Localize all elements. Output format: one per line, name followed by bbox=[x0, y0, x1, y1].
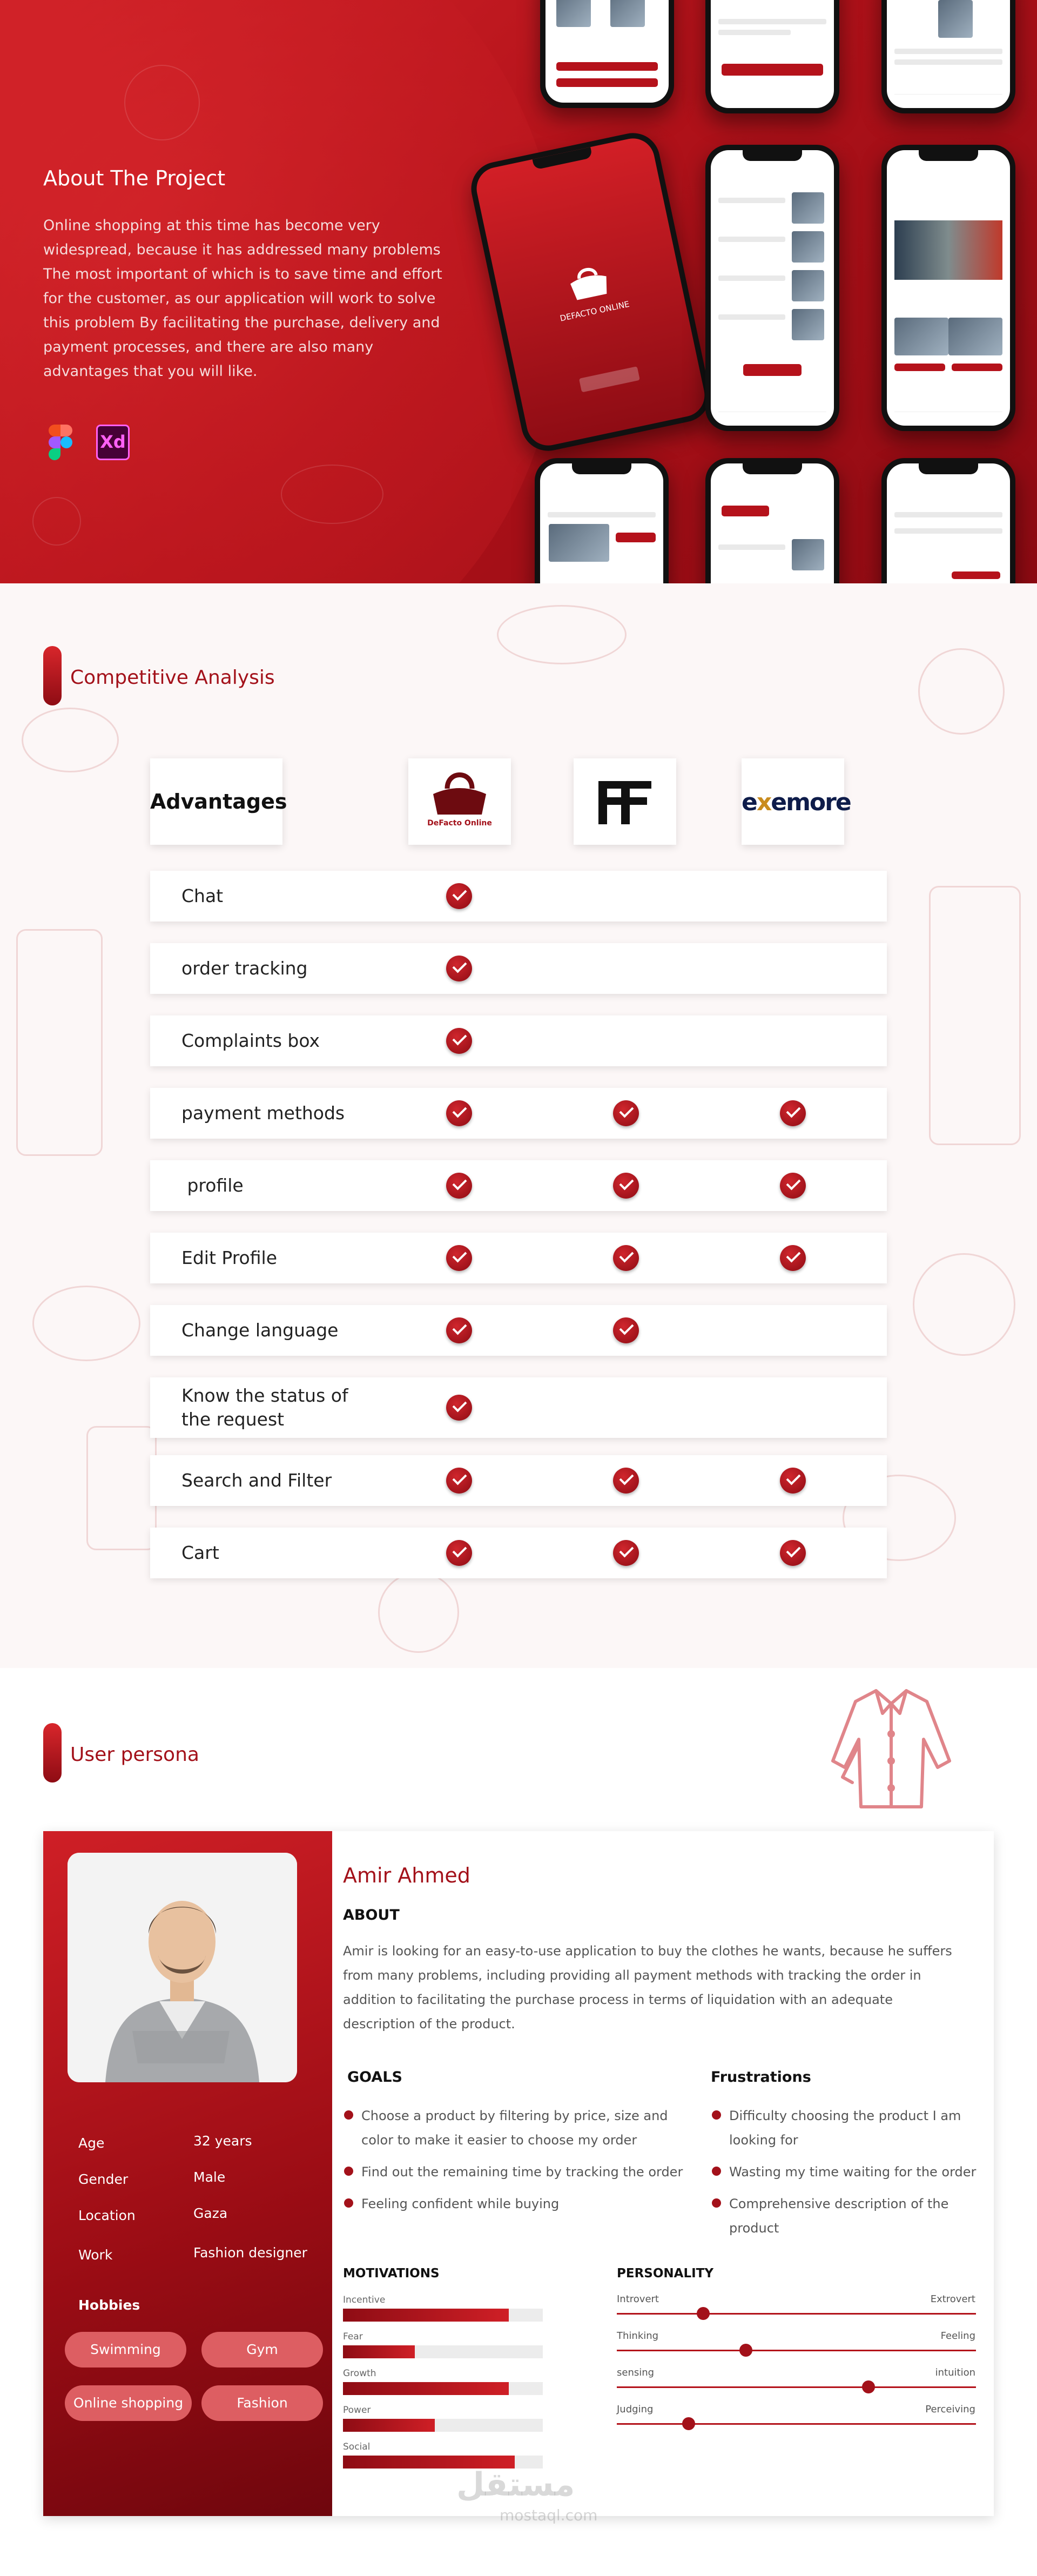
check-icon bbox=[780, 1173, 806, 1199]
phone-mockup bbox=[705, 458, 839, 583]
check-icon bbox=[446, 1540, 472, 1566]
defacto-logo-icon bbox=[430, 768, 489, 818]
check-icon bbox=[446, 1468, 472, 1494]
feature-label: Know the status of the request bbox=[181, 1385, 348, 1430]
personality-left-label: Thinking bbox=[617, 2330, 659, 2342]
check-icon bbox=[446, 1028, 472, 1054]
motivation-bar-fill bbox=[343, 2345, 415, 2358]
motivation-bar bbox=[343, 2345, 543, 2358]
frustration-item: Comprehensive description of the product bbox=[711, 2192, 981, 2241]
personality-right-label: intuition bbox=[935, 2367, 975, 2378]
feature-label: Edit Profile bbox=[181, 1247, 278, 1268]
frustration-item: Wasting my time waiting for the order bbox=[711, 2160, 981, 2184]
hero-doodle bbox=[32, 497, 81, 546]
hobby-pill: Swimming bbox=[65, 2332, 186, 2368]
motivation-label: Fear bbox=[343, 2331, 363, 2342]
motivation-bar-fill bbox=[343, 2309, 509, 2322]
info-value: Fashion designer bbox=[193, 2245, 307, 2261]
hero-doodle bbox=[281, 465, 383, 524]
watermark-latin: mostaql.com bbox=[500, 2506, 598, 2524]
feature-label: Chat bbox=[181, 885, 224, 906]
feature-label: order tracking bbox=[181, 958, 308, 979]
check-icon bbox=[613, 1245, 639, 1271]
goals-list bbox=[343, 2104, 689, 2224]
check-icon bbox=[613, 1317, 639, 1343]
phone-mockup bbox=[881, 145, 1015, 431]
defacto-name: DeFacto Online bbox=[427, 819, 492, 828]
frustrations-heading: Frustrations bbox=[711, 2069, 811, 2086]
goal-item: Find out the remaining time by tracking the order bbox=[343, 2160, 689, 2184]
competitor-defacto-logo bbox=[408, 758, 511, 845]
watermark-arabic: مستقل bbox=[456, 2466, 575, 2504]
feature-label: Cart bbox=[181, 1542, 219, 1563]
check-icon bbox=[446, 883, 472, 909]
check-icon bbox=[780, 1100, 806, 1126]
persona-sidebar bbox=[43, 1831, 332, 2516]
hobby-pill: Gym bbox=[201, 2332, 323, 2368]
motivation-label: Power bbox=[343, 2405, 371, 2416]
phone-mockup bbox=[705, 145, 839, 431]
check-icon bbox=[780, 1245, 806, 1271]
table-row bbox=[150, 871, 887, 922]
hero-section bbox=[0, 0, 1037, 583]
check-icon bbox=[446, 1245, 472, 1271]
table-row bbox=[150, 943, 887, 994]
hobby-pill: Online shopping bbox=[65, 2385, 192, 2421]
feature-label: payment methods bbox=[181, 1102, 345, 1124]
motivations-heading: MOTIVATIONS bbox=[343, 2266, 440, 2281]
personality-left-label: sensing bbox=[617, 2367, 655, 2378]
info-label: Work bbox=[78, 2247, 113, 2263]
competitor-exemore-logo bbox=[742, 758, 851, 845]
phone-screen bbox=[887, 150, 1010, 426]
check-icon bbox=[446, 1395, 472, 1421]
splash-app-name: DEFACTO ONLINE bbox=[559, 299, 631, 324]
advantages-header: Advantages bbox=[150, 758, 282, 845]
motivation-bar-fill bbox=[343, 2419, 435, 2432]
table-row bbox=[150, 1088, 887, 1139]
motivation-label: Growth bbox=[343, 2368, 376, 2379]
table-row bbox=[150, 1377, 887, 1438]
hero-title: About The Project bbox=[43, 166, 226, 190]
persona-card bbox=[43, 1831, 994, 2516]
phone-screen bbox=[711, 150, 834, 426]
hobbies-heading: Hobbies bbox=[78, 2297, 140, 2313]
check-icon bbox=[613, 1173, 639, 1199]
heading-accent-bar bbox=[43, 646, 62, 705]
check-icon bbox=[446, 1173, 472, 1199]
check-icon bbox=[780, 1540, 806, 1566]
personality-right-label: Feeling bbox=[940, 2330, 975, 2342]
goals-heading: GOALS bbox=[347, 2069, 402, 2086]
splash-button bbox=[578, 366, 639, 392]
hero-doodle bbox=[124, 65, 200, 140]
persona-title: User persona bbox=[70, 1744, 199, 1766]
frustration-item: Difficulty choosing the product I am looking for bbox=[711, 2104, 981, 2153]
shirt-icon bbox=[826, 1680, 956, 1815]
about-text: Amir is looking for an easy-to-use application to buy the clothes he wants, because he suffers from many problems, including providing all payment methods with tracking the order in addition to facilitating the purchase process in terms of liquidation with an adequate description of the product. bbox=[343, 1943, 952, 2032]
competitive-title: Competitive Analysis bbox=[70, 667, 275, 689]
check-icon bbox=[613, 1468, 639, 1494]
info-label: Location bbox=[78, 2208, 136, 2223]
heading-accent-bar bbox=[43, 1723, 62, 1783]
info-value: Male bbox=[193, 2169, 226, 2185]
check-icon bbox=[446, 1317, 472, 1343]
motivation-bar-fill bbox=[343, 2382, 509, 2395]
personality-slider bbox=[617, 2386, 976, 2388]
figma-icon bbox=[44, 425, 78, 460]
check-icon bbox=[613, 1100, 639, 1126]
feature-label: Search and Filter bbox=[181, 1470, 332, 1491]
check-icon bbox=[613, 1540, 639, 1566]
xd-icon: Xd bbox=[96, 425, 130, 460]
motivation-label: Social bbox=[343, 2442, 371, 2452]
feature-label: profile bbox=[181, 1175, 244, 1196]
ff-logo-icon bbox=[595, 778, 655, 826]
table-row bbox=[150, 1160, 887, 1211]
phone-screen bbox=[546, 0, 669, 103]
hero-description: Online shopping at this time has become very widespread, because it has addressed many problems The most important of which is to save time and effort for the customer, as our application will work to solve this problem By facilitating the purchase, delivery and payment processes, and there are also many advantages that you will like. bbox=[43, 217, 442, 380]
competitor-ff-logo bbox=[574, 758, 676, 845]
check-icon bbox=[446, 956, 472, 981]
info-value: 32 years bbox=[193, 2133, 252, 2149]
about-heading: ABOUT bbox=[343, 1907, 400, 1923]
info-label: Gender bbox=[78, 2171, 129, 2187]
phone-screen bbox=[540, 463, 663, 583]
phone-mockup bbox=[705, 0, 839, 113]
table-row bbox=[150, 1528, 887, 1578]
persona-photo bbox=[68, 1853, 297, 2082]
phone-screen bbox=[711, 463, 834, 583]
personality-right-label: Extrovert bbox=[930, 2293, 975, 2305]
personality-left-label: Judging bbox=[617, 2404, 654, 2415]
feature-label: Change language bbox=[181, 1320, 339, 1341]
personality-slider-dot bbox=[697, 2307, 710, 2320]
avatar bbox=[68, 1853, 297, 2082]
personality-right-label: Perceiving bbox=[925, 2404, 975, 2415]
personality-slider bbox=[617, 2350, 976, 2351]
info-value: Gaza bbox=[193, 2205, 228, 2221]
table-row bbox=[150, 1455, 887, 1506]
personality-slider-dot bbox=[862, 2380, 875, 2393]
phone-screen bbox=[887, 463, 1010, 583]
defacto-logo-icon bbox=[564, 260, 612, 305]
motivation-label: Incentive bbox=[343, 2295, 386, 2305]
table-row bbox=[150, 1015, 887, 1066]
motivation-bar bbox=[343, 2419, 543, 2432]
persona-name: Amir Ahmed bbox=[343, 1864, 470, 1887]
personality-left-label: Introvert bbox=[617, 2293, 659, 2305]
motivation-bar bbox=[343, 2382, 543, 2395]
check-icon bbox=[446, 1100, 472, 1126]
info-label: Age bbox=[78, 2135, 105, 2151]
personality-slider bbox=[617, 2423, 976, 2425]
personality-slider-dot bbox=[682, 2417, 695, 2430]
motivation-bar bbox=[343, 2309, 543, 2322]
phone-mockup bbox=[540, 0, 674, 108]
check-icon bbox=[780, 1468, 806, 1494]
personality-slider-dot bbox=[739, 2344, 752, 2357]
phone-mockup bbox=[535, 458, 669, 583]
phone-mockup bbox=[881, 458, 1015, 583]
feature-label: Complaints box bbox=[181, 1030, 320, 1051]
frustrations-list bbox=[711, 2104, 981, 2248]
hobby-pill: Fashion bbox=[201, 2385, 323, 2421]
personality-heading: PERSONALITY bbox=[617, 2266, 714, 2281]
goal-item: Choose a product by filtering by price, size and color to make it easier to choose my order bbox=[343, 2104, 689, 2153]
table-row bbox=[150, 1305, 887, 1356]
table-row bbox=[150, 1233, 887, 1283]
exemore-logo-icon: exemore bbox=[742, 789, 851, 816]
personality-slider bbox=[617, 2313, 976, 2315]
goal-item: Feeling confident while buying bbox=[343, 2192, 689, 2216]
phone-screen bbox=[711, 0, 834, 108]
phone-screen bbox=[887, 0, 1010, 108]
phone-mockup bbox=[881, 0, 1015, 113]
